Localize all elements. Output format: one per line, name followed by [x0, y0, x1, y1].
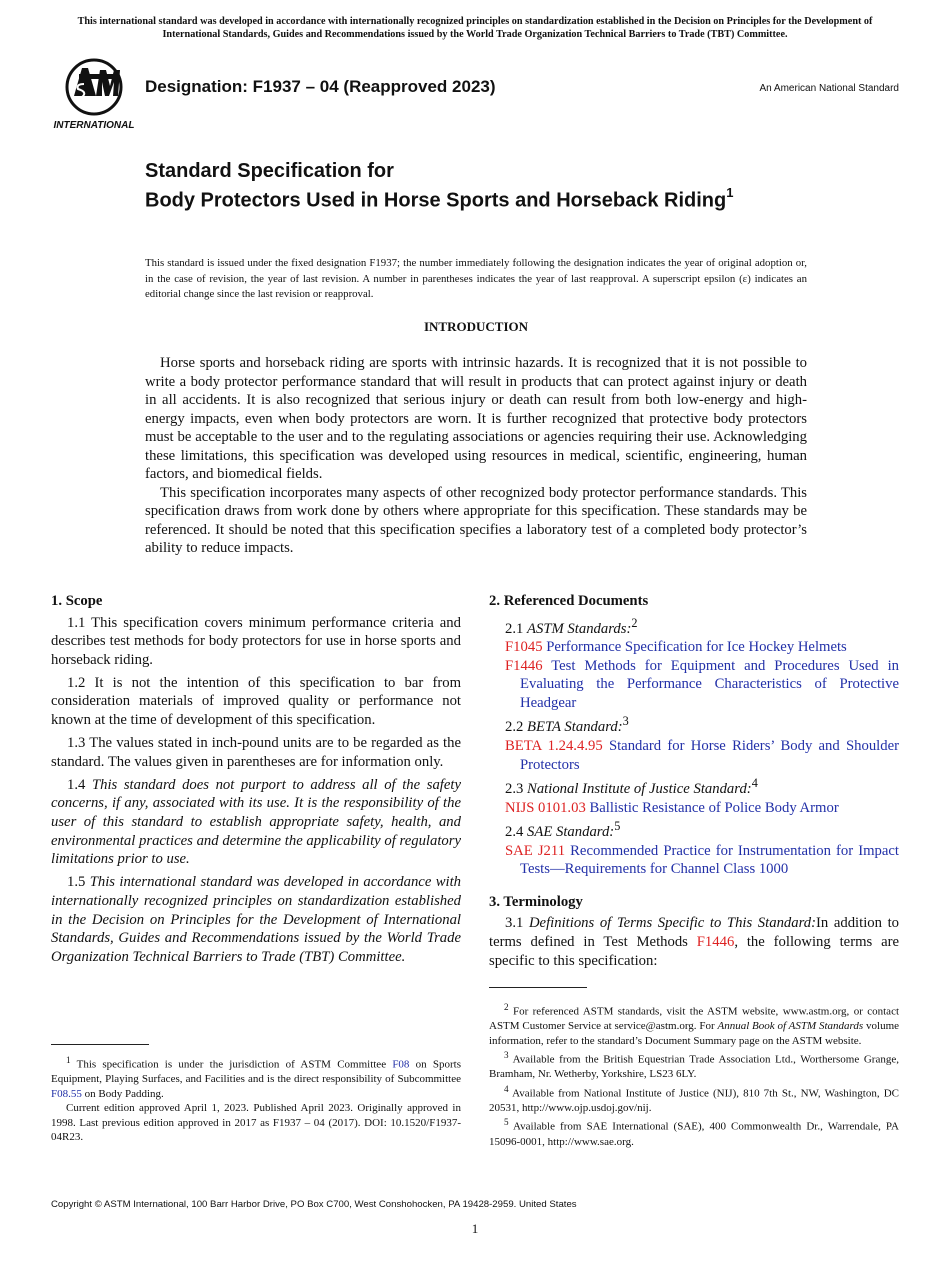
title-line-1: Standard Specification for [145, 160, 394, 182]
sae-standard-label: 2.4 SAE Standard:$^5$ [505, 819, 621, 841]
left-column [51, 592, 461, 971]
reference-f1045[interactable]: F1045 Performance Specification for Ice Hockey Helmets [505, 639, 847, 656]
american-national-standard: An American National Standard [759, 83, 899, 94]
scope-1-4: 1.4 This standard does not purport to address all of the safety concerns, if any, associated with its use. It is the responsibility of the user of this standard to establish appropriate safety, health, and environmental practices and determine the applicability of regulatory limitations prior to use. [51, 776, 461, 868]
introduction-heading: INTRODUCTION [423, 319, 528, 334]
f1446-link[interactable]: F1446 [696, 934, 735, 951]
issued-note: This standard is issued under the fixed designation F1937; the number immediately following the designation indicates the year of original adoption or, in the case of revision, the year of last revision. A number in parentheses indicates the year of last reapproval. A superscript epsilon (ε) indicates an editorial change since the last revision or reapproval. [145, 257, 807, 300]
scope-1-3: 1.3 The values stated in inch-pound units are to be regarded as the standard. The values given in parentheses are for information only. [51, 735, 461, 770]
astm-international-logo [52, 56, 136, 132]
astm-standards-label: 2.1 ASTM Standards:$^2$ [505, 615, 638, 637]
document-title [145, 160, 785, 213]
footnote-3: $^3$ Available from the British Equestrian Trade Association Ltd., Worthersome Grange, Bramham, Nr. Wetherby, Yorkshire, LS23 6LY. [489, 1050, 899, 1081]
f0855-link[interactable]: F08.55 [51, 1087, 82, 1100]
scope-heading: 1. Scope [51, 593, 103, 609]
terminology-heading: 3. Terminology [489, 893, 583, 910]
terminology-3-1: 3.1 Definitions of Terms Specific to This Standard:In addition to terms defined in Test Methods F1446, the following terms are specific to this specification: [489, 915, 900, 969]
right-column [489, 592, 899, 975]
footnotes-right [489, 987, 899, 1149]
footnote-1: $^1$ This specification is under the jurisdiction of ASTM Committee F08 on Sports Equipment, Playing Surfaces, and Facilities and is the direct responsibility of Subcommittee F08.55 on Body Padding. [51, 1055, 462, 1100]
reference-beta[interactable]: BETA 1.24.4.95 Standard for Horse Riders’ Body and Shoulder Protectors [505, 737, 900, 773]
title-line-2: Body Protectors Used in Horse Sports and Horseback Riding$^1$ [145, 185, 734, 212]
tbt-banner: This international standard was developed in accordance with internationally recognized principles on standardization established in the Decision on Principles for the Development of International Standards, Guides and Recommendations issued by the World Trade Organization Technical Barriers to Trade (TBT) Committee. [77, 16, 873, 40]
logo-text: INTERNATIONAL [53, 120, 135, 131]
footnote-divider [489, 987, 587, 988]
scope-1-1: 1.1 This specification covers minimum performance criteria and describes test methods for body protectors for use in horse sports and horseback riding. [51, 614, 461, 668]
footnotes-left [51, 1044, 461, 1145]
reference-f1446[interactable]: F1446 Test Methods for Equipment and Procedures Used in Evaluating the Performance Characteristics of Protective Headgear [505, 657, 899, 711]
introduction-paragraph: Horse sports and horseback riding are sports with intrinsic hazards. It is recognized that it is not possible to write a body protector performance standard that will result in products that can protect against injury or death in all accidents. It is also recognized that serious injury or death can result from both low-energy and high-energy impacts, even when body protectors are worn. It is further recognized that protective body protectors must be acceptable to the user and to the regulating associations or agencies requiring their use. Acknowledging these limitations, this specification was developed using resources in medical, scientific, engineering, human factors, and biomedical fields. [145, 355, 807, 482]
footnote-divider [51, 1044, 149, 1045]
footnote-edition: Current edition approved April 1, 2023. Published April 2023. Originally approved in 1998. Last previous edition approved in 2017 as F1937 – 04 (2017). DOI: 10.1520/F1937-04R23. [51, 1102, 461, 1144]
reference-nijs[interactable]: NIJS 0101.03 Ballistic Resistance of Police Body Armor [505, 799, 839, 816]
footnote-4: $^4$ Available from National Institute of Justice (NIJ), 810 7th St., NW, Washington, DC 20531, http://www.ojp.usdoj.gov/nij. [489, 1083, 899, 1114]
introduction-body [145, 354, 807, 558]
title-footnote-mark: 1 [726, 185, 734, 200]
f08-link[interactable]: F08 [392, 1058, 410, 1071]
page-number: 1 [471, 1221, 479, 1236]
scope-1-2: 1.2 It is not the intention of this specification to bar from consideration materials of improved quality or performance not known at the time of development of this specification. [51, 674, 461, 729]
footnote-2: $^2$ For referenced ASTM standards, visit the ASTM website, www.astm.org, or contact ASTM Customer Service at service@astm.org. For Annual Book of ASTM Standards volume information, refer to the standard’s Document Summary page on the ASTM website. [489, 1002, 900, 1047]
referenced-documents-heading: 2. Referenced Documents [489, 593, 649, 609]
introduction-paragraph: This specification incorporates many aspects of other recognized body protector performance standards. This specification draws from work done by others where appropriate for this specification. These standards may be referenced. It should be noted that this specification specifies a laboratory test of a completed body protector’s ability to reduce impacts. [145, 484, 807, 556]
copyright: Copyright © ASTM International, 100 Barr Harbor Drive, PO Box C700, West Conshohocken, PA 19428-2959. United States [51, 1199, 577, 1210]
nij-standard-label: 2.3 National Institute of Justice Standard:$^4$ [505, 776, 758, 798]
designation: Designation: F1937 – 04 (Reapproved 2023) [145, 77, 496, 96]
scope-1-5: 1.5 This international standard was developed in accordance with internationally recognized principles on standardization established in the Decision on Principles for the Development of International Standards, Guides and Recommendations issued by the World Trade Organization Technical Barriers to Trade (TBT) Committee. [51, 874, 461, 965]
footnote-5: $^5$ Available from SAE International (SAE), 400 Commonwealth Dr., Warrendale, PA 15096-0001, http://www.sae.org. [489, 1117, 899, 1148]
reference-sae[interactable]: SAE J211 Recommended Practice for Instrumentation for Impact Tests—Requirements for Channel Class 1000 [505, 842, 900, 878]
beta-standard-label: 2.2 BETA Standard:$^3$ [505, 714, 629, 736]
